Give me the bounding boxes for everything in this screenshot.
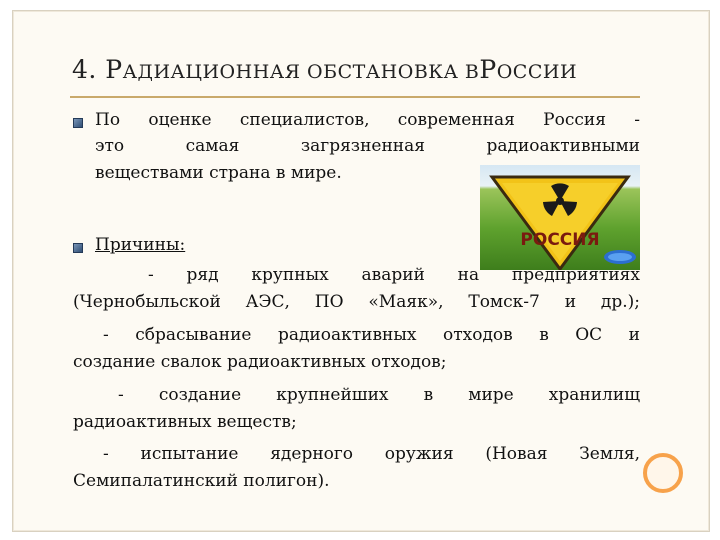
bullet2-line5: - создание крупнейших в мире хранилищ [118, 385, 640, 405]
bullet2-line3: - сбрасывание радиоактивных отходов в ОС и [103, 325, 640, 345]
bullet2-line8: Семипалатинский полигон). [73, 471, 330, 491]
sign-text: РОССИЯ [520, 230, 600, 250]
bullet2-line6: радиоактивных веществ; [73, 412, 297, 432]
bullet1-line3: веществами страна в мире. [95, 163, 342, 183]
bullet1-line2: это самая загрязненная радиоактивными [95, 136, 640, 156]
bullet2-line1: - ряд крупных аварий на предприятиях [148, 265, 640, 285]
radiation-warning-sign-icon [480, 165, 640, 270]
title-underline [70, 96, 640, 98]
bullet-square-icon [73, 243, 83, 253]
bullet2-heading: Причины: [95, 235, 186, 255]
slide-title: 4. РАДИАЦИОННАЯ ОБСТАНОВКА ВРОССИИ [72, 55, 578, 84]
radiation-sign-photo [480, 165, 640, 270]
bullet2-line4: создание свалок радиоактивных отходов; [73, 352, 447, 372]
bullet-square-icon [73, 118, 83, 128]
bullet2-line7: - испытание ядерного оружия (Новая Земля, [103, 444, 640, 464]
bullet1-line1: По оценке специалистов, современная Россия - [95, 110, 640, 130]
decorative-circle-icon [643, 453, 683, 493]
bullet2-line2: (Чернобыльской АЭС, ПО «Маяк», Томск-7 и др.); [73, 292, 640, 312]
